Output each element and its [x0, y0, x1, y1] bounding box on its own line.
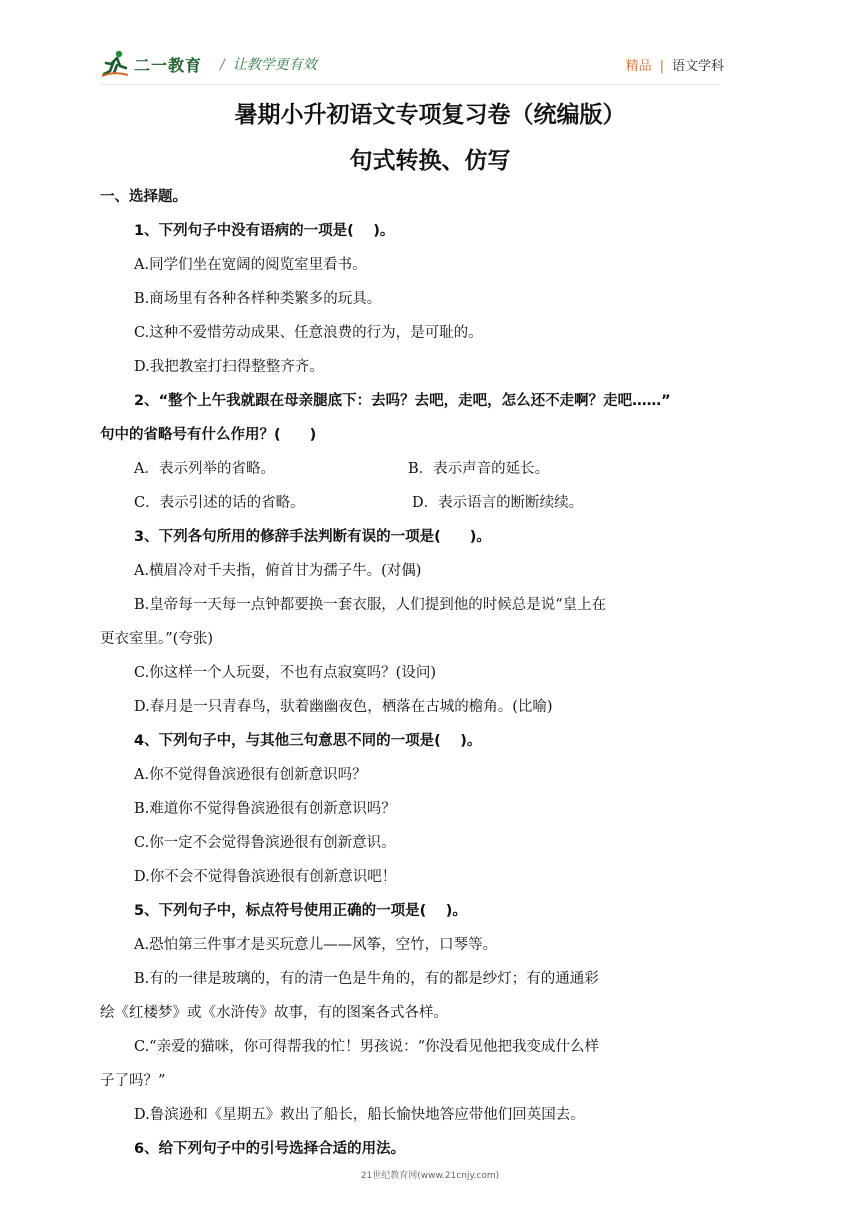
question-4-stem: 4、下列句子中，与其他三句意思不同的一项是( )。 [134, 733, 482, 749]
slogan: / 让教学更有效 [220, 57, 317, 73]
logo [100, 46, 202, 82]
page-footer: 21世纪教育网(www.21cnjy.com) [360, 1171, 500, 1181]
logo-text: 二一教育 [134, 55, 203, 75]
question-1-stem: 1、下列句子中没有语病的一项是( )。 [134, 223, 395, 239]
question-1-option-b: B.商场里有各种各样种类繁多的玩具。 [134, 291, 382, 307]
question-4-option-b: B.难道你不觉得鲁滨逊很有创新意识吗？ [134, 801, 396, 817]
question-3-option-d: D.春月是一只青春鸟，驮着幽幽夜色，栖落在古城的檐角。(比喻) [134, 699, 553, 715]
question-2-option-a: A．表示列举的省略。 [134, 461, 275, 477]
section-heading: 一、选择题。 [100, 189, 187, 205]
question-content [100, 180, 740, 1166]
header-divider [100, 84, 720, 85]
question-3-option-a: A.横眉冷对千夫指，俯首甘为孺子牛。(对偶) [134, 563, 422, 579]
page-subtitle: 句式转换、仿写 [349, 148, 511, 174]
question-4-option-a: A.你不觉得鲁滨逊很有创新意识吗？ [134, 767, 367, 783]
question-3-stem: 3、下列各句所用的修辞手法判断有误的一项是( )。 [134, 529, 491, 545]
subject-label: 语文学科 [671, 59, 724, 74]
question-4-option-d: D.你不会不觉得鲁滨逊很有创新意识吧！ [134, 869, 397, 885]
question-3-option-b: B.皇帝每一天每一点钟都要换一套衣服，人们提到他的时候总是说“皇上在 [134, 597, 607, 613]
question-5-stem: 5、下列句子中，标点符号使用正确的一项是( )。 [134, 903, 467, 919]
question-5-option-c-cont: 子了吗？” [100, 1073, 166, 1089]
quality-label: 精品 [625, 59, 652, 74]
question-1-option-a: A.同学们坐在宽阔的阅览室里看书。 [134, 257, 367, 273]
question-5-option-a: A.恐怕第三件事才是买玩意儿——风筝，空竹，口琴等。 [134, 937, 498, 953]
question-2-option-d: D．表示语言的断断续续。 [412, 495, 584, 511]
question-2-stem-cont: 句中的省略号有什么作用？( ) [100, 427, 317, 443]
question-3-option-c: C.你这样一个人玩耍，不也有点寂寞吗？(设问) [134, 665, 436, 681]
question-1-option-c: C.这种不爱惜劳动成果、任意浪费的行为，是可耻的。 [134, 325, 483, 341]
header-tags: 精品 | 语文学科 [625, 59, 724, 74]
question-2-options-ab [100, 452, 740, 486]
runner-logo-icon [100, 49, 130, 79]
question-1-option-d: D.我把教室打扫得整整齐齐。 [134, 359, 324, 375]
question-2-option-c: C．表示引述的话的省略。 [134, 495, 305, 511]
page-header [100, 44, 724, 84]
question-2-options-cd [100, 486, 740, 520]
question-5-option-b-cont: 绘《红楼梦》或《水浒传》故事，有的图案各式各样。 [100, 1005, 448, 1021]
question-4-option-c: C.你一定不会觉得鲁滨逊很有创新意识。 [134, 835, 396, 851]
page-title: 暑期小升初语文专项复习卷（统编版） [234, 102, 626, 128]
question-2-option-b: B．表示声音的延长。 [408, 461, 550, 477]
slogan-text: 让教学更有效 [232, 57, 317, 73]
question-5-option-c: C.“亲爱的猫咪，你可得帮我的忙！男孩说：“你没看见他把我变成什么样 [134, 1039, 600, 1055]
question-5-option-b: B.有的一律是玻璃的，有的清一色是牛角的，有的都是纱灯；有的通通彩 [134, 971, 599, 987]
question-2-stem: 2、“整个上午我就跟在母亲腿底下：去吗？去吧，走吧，怎么还不走啊？走吧……” [134, 393, 671, 409]
question-3-option-b-cont: 更衣室里。”(夸张) [100, 631, 213, 647]
question-5-option-d: D.鲁滨逊和《星期五》救出了船长，船长愉快地答应带他们回英国去。 [134, 1107, 585, 1123]
question-6-stem: 6、给下列句子中的引号选择合适的用法。 [134, 1141, 406, 1157]
